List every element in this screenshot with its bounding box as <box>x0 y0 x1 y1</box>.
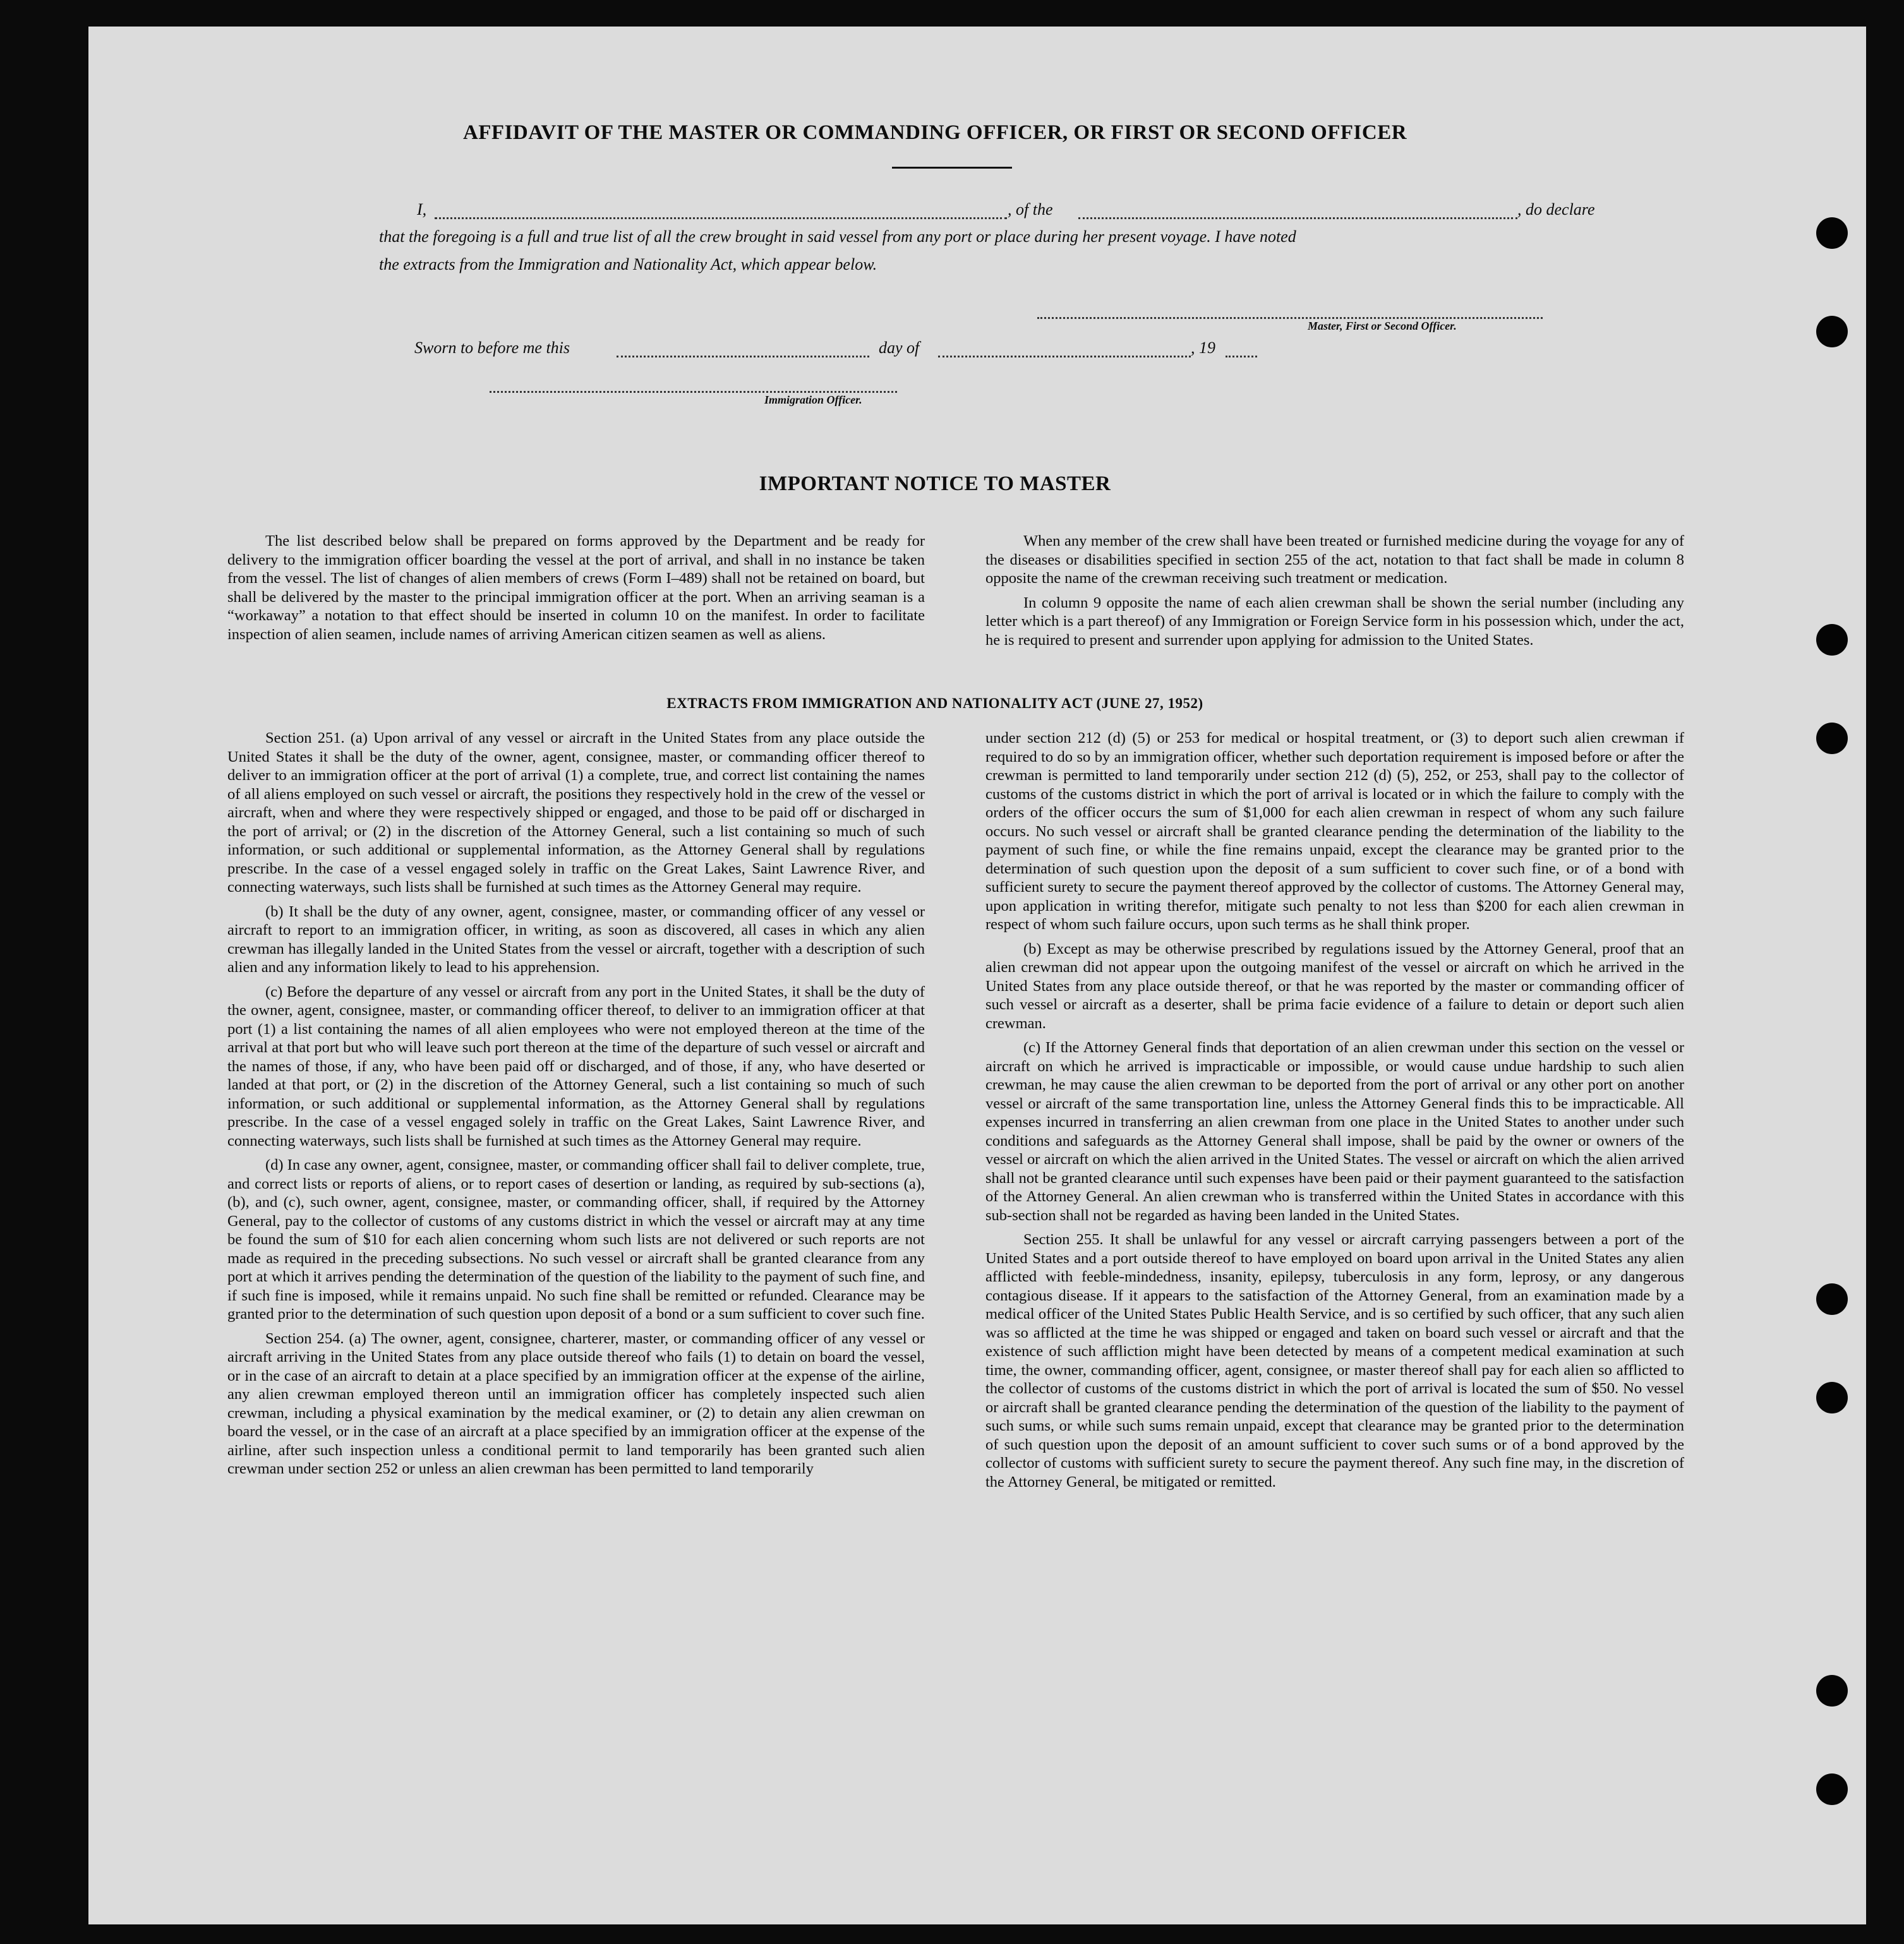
notice-left-column <box>227 532 925 649</box>
binder-hole <box>1816 1382 1848 1413</box>
notice-title: IMPORTANT NOTICE TO MASTER <box>759 472 1111 495</box>
immigration-officer-signature-line <box>490 391 897 393</box>
master-signature-label: Master, First or Second Officer. <box>1308 320 1457 332</box>
section-251-c: (c) Before the departure of any vessel or aircraft from any port in the United States, it shall be the duty of the owner, agent, consignee, master, or commanding officer thereof, to deliver to an immigration officer at that port (1) a list containing the names of all alien employees who were not employed thereon at the time of the arrival at that port but who will leave such port thereon at the time of the departure of such vessel or aircraft and the names of those, if any, who have been paid off or discharged, and of those, if any, who have deserted or landed at that port, or (2) in the discretion of the Attorney General, such a list containing so much of such information, or such additional or supplemental information, as the Attorney General shall by regulations prescribe. In the case of a vessel engaged solely in traffic on the Great Lakes, Saint Lawrence River, and connecting waterways, such lists shall be furnished at such times as the Attorney General may require. <box>227 983 925 1149</box>
section-254-b: (b) Except as may be otherwise prescribed by regulations issued by the Attorney General, proof that an alien crewman did not appear upon the outgoing manifest of the vessel or aircraft on which he arrived in the United States from any place outside thereof, or that he was reported by the master or commanding officer of such vessel or aircraft as a deserter, shall be prima facie evidence of a failure to detain or deport such alien crewman. <box>985 940 1684 1032</box>
vessel-blank <box>1078 217 1517 219</box>
notice-right-column <box>985 532 1684 655</box>
document-page <box>88 27 1866 1924</box>
affidavit-title: AFFIDAVIT OF THE MASTER OR COMMANDING OFFICER, OR FIRST OR SECOND OFFICER <box>462 121 1407 144</box>
binder-hole <box>1816 1283 1848 1315</box>
affidavit-of-the-label: , of the <box>1008 200 1053 219</box>
section-254-c: (c) If the Attorney General finds that deportation of an alien crewman under this section on the vessel or aircraft on which he arrived is impracticable or impossible, or would cause undue hardship to such alien crewman, he may cause the alien crewman to be deported from the port of arrival or any other port on another vessel or aircraft of the same transportation line, unless the Attorney General finds this to be impracticable. All expenses incurred in transferring an alien crewman from one place in the United States to another under such conditions and safeguards as the Attorney General shall impose, shall be paid by the owner or owners of the vessel or aircraft on which the alien arrived in the United States. The vessel or aircraft on which the alien arrived shall not be granted clearance until such expenses have been paid or their payment guaranteed to the satisfaction of the Attorney General. An alien crewman who is transferred within the United States in accordance with this sub-section shall not be regarded as having been landed in the United States. <box>985 1039 1684 1224</box>
section-255: Section 255. It shall be unlawful for any vessel or aircraft carrying passengers between a port of the United States and a port outside thereof to have employed on board upon arrival in the United States any alien afflicted with feeble-mindedness, insanity, epilepsy, tuberculosis in any form, leprosy, or any dangerous contagious disease. If it appears to the satisfaction of the Attorney General, from an examination made by a medical officer of the United States Public Health Service, and is so certified by such officer, that any such alien was so afflicted at the time he was shipped or engaged and taken on board such vessel or aircraft and that the existence of such affliction might have been detected by means of a competent medical examination at such time, the owner, commanding officer, agent, consignee, or master thereof shall pay for each alien so afflicted to the collector of customs of the customs district in which the port of arrival is located the sum of $50. No vessel or aircraft shall be granted clearance pending the determination of the question of the liability to the payment of such sums, or while such sums remain unpaid, except that clearance may be granted prior to the determination of such question upon the deposit of an amount sufficient to cover such sums or of a bond approved by the collector of customs with sufficient surety to secure the payment thereof. Any such fine may, in the discretion of the Attorney General, be mitigated or remitted. <box>985 1231 1684 1491</box>
day-of-label: day of <box>879 339 920 357</box>
sworn-label: Sworn to before me this <box>414 339 570 357</box>
notice-right-paragraph-2: In column 9 opposite the name of each alien crewman shall be shown the serial number (including any letter which is a part thereof) of any Immigration or Foreign Service form in his possession which, under the act, he is required to present and surrender upon applying for admission to the United States. <box>985 594 1684 649</box>
year-label: , 19 <box>1191 339 1215 357</box>
extracts-title: EXTRACTS FROM IMMIGRATION AND NATIONALITY ACT (JUNE 27, 1952) <box>666 695 1203 711</box>
extracts-left-column <box>227 729 925 1484</box>
section-251-a: Section 251. (a) Upon arrival of any vessel or aircraft in the United States from any place outside the United States it shall be the duty of the owner, agent, consignee, master, or commanding officer thereof to deliver to an immigration officer at the port of arrival (1) a complete, true, and correct list containing the names of all aliens employed on such vessel or aircraft, the positions they respectively hold in the crew of the vessel or aircraft, when and where they were respectively shipped or engaged, and those to be paid off or discharged in the port of arrival; or (2) in the discretion of the Attorney General, such a list containing so much of such information, or such additional or supplemental information, as the Attorney General shall by regulations prescribe. In the case of a vessel engaged solely in traffic on the Great Lakes, Saint Lawrence River, and connecting waterways, such lists shall be furnished at such times as the Attorney General may require. <box>227 729 925 896</box>
declaration-line-2: the extracts from the Immigration and Nationality Act, which appear below. <box>379 255 877 273</box>
declaration-line-1: that the foregoing is a full and true list of all the crew brought in said vessel from any port or place during her present voyage. I have noted <box>379 227 1296 246</box>
extracts-right-column <box>985 729 1684 1497</box>
section-254-a-continued: under section 212 (d) (5) or 253 for medical or hospital treatment, or (3) to deport such alien crewman if required to do so by an immigration officer, whether such deportation requirement is imposed before or after the crewman is permitted to land temporarily under section 212 (d) (5), 252, or 253, shall pay to the collector of customs of the customs district in which the port of arrival is located or in which the failure to comply with the orders of the officer occurs the sum of $1,000 for each alien crewman in respect of whom any such failure occurs. No such vessel or aircraft shall be granted clearance pending the determination of the liability to the payment of such fine, or while the fine remains unpaid, except the clearance may be granted prior to the determination of such question upon the deposit of a sum sufficient to cover such fine, or of a bond with sufficient surety to secure the payment thereof approved by the collector of customs. The Attorney General may, upon application in writing therefor, mitigate such penalty to not less than $200 for each alien crewman in respect of whom such failure occurs, upon such terms as he shall think proper. <box>985 729 1684 933</box>
notice-left-paragraph: The list described below shall be prepared on forms approved by the Department and be ready for delivery to the immigration officer boarding the vessel at the port of arrival, and shall in no instance be taken from the vessel. The list of changes of alien members of crews (Form I–489) shall not be retained on board, but shall be delivered by the master to the principal immigration officer at the port. When an arriving seaman is a “workaway” a notation to that effect should be inserted in column 10 on the manifest. In order to facilitate inspection of alien seamen, include names of arriving American citizen seamen as well as aliens. <box>227 532 925 643</box>
sworn-month-blank <box>938 356 1191 357</box>
binder-hole <box>1816 624 1848 656</box>
binder-hole <box>1816 723 1848 754</box>
master-signature-line <box>1037 317 1543 319</box>
binder-hole <box>1816 1773 1848 1805</box>
binder-hole <box>1816 217 1848 249</box>
sworn-year-blank <box>1226 356 1257 357</box>
binder-hole <box>1816 316 1848 347</box>
binder-hole <box>1816 1675 1848 1707</box>
sworn-day-blank <box>617 356 869 357</box>
affidavit-i-label: I, <box>417 200 427 219</box>
title-underline <box>892 167 1012 169</box>
section-251-b: (b) It shall be the duty of any owner, agent, consignee, master, or commanding officer of any vessel or aircraft to report to an immigration officer, in writing, as soon as discovered, all cases in which any alien crewman has illegally landed in the United States from the vessel or aircraft, together with a description of such alien and any information likely to lead to his apprehension. <box>227 903 925 976</box>
section-251-d: (d) In case any owner, agent, consignee, master, or commanding officer shall fail to deliver complete, true, and correct lists or reports of aliens, or to report cases of desertion or landing, as required by sub-sections (a), (b), and (c), such owner, agent, consignee, master, or commanding officer, shall, if required by the Attorney General, pay to the collector of customs of any customs district in which the vessel or aircraft may at any time be found the sum of $10 for each alien concerning whom such lists are not delivered or such reports are not made as required in the preceding subsections. No such vessel or aircraft shall be granted clearance from any port at which it arrives pending the determination of the question of the liability to the payment of such fine, and if such fine is imposed, while it remains unpaid. No such fine shall be remitted or refunded. Clearance may be granted prior to the determination of such question upon deposit of a bond or a sum sufficient to cover such fine. <box>227 1156 925 1323</box>
affidavit-do-declare-label: , do declare <box>1517 200 1595 219</box>
name-blank <box>435 217 1007 219</box>
immigration-officer-label: Immigration Officer. <box>764 393 862 406</box>
section-254-a: Section 254. (a) The owner, agent, consignee, charterer, master, or commanding officer of any vessel or aircraft arriving in the United States from any place outside thereof who fails (1) to detain on board the vessel, or in the case of an aircraft to detain at a place specified by an immigration officer at the expense of the airline, any alien crewman employed thereon until an immigration officer has completely inspected such alien crewman, including a physical examination by the medical examiner, or (2) to detain any alien crewman on board the vessel, or in the case of an aircraft at a place specified by an immigration officer at the expense of the airline, after such inspection unless a conditional permit to land temporarily has been granted such alien crewman under section 252 or unless an alien crewman has been permitted to land temporarily <box>227 1329 925 1477</box>
notice-right-paragraph-1: When any member of the crew shall have been treated or furnished medicine during the voyage for any of the diseases or disabilities specified in section 255 of the act, notation to that fact shall be made in column 8 opposite the name of the crewman receiving such treatment or medication. <box>985 532 1684 587</box>
